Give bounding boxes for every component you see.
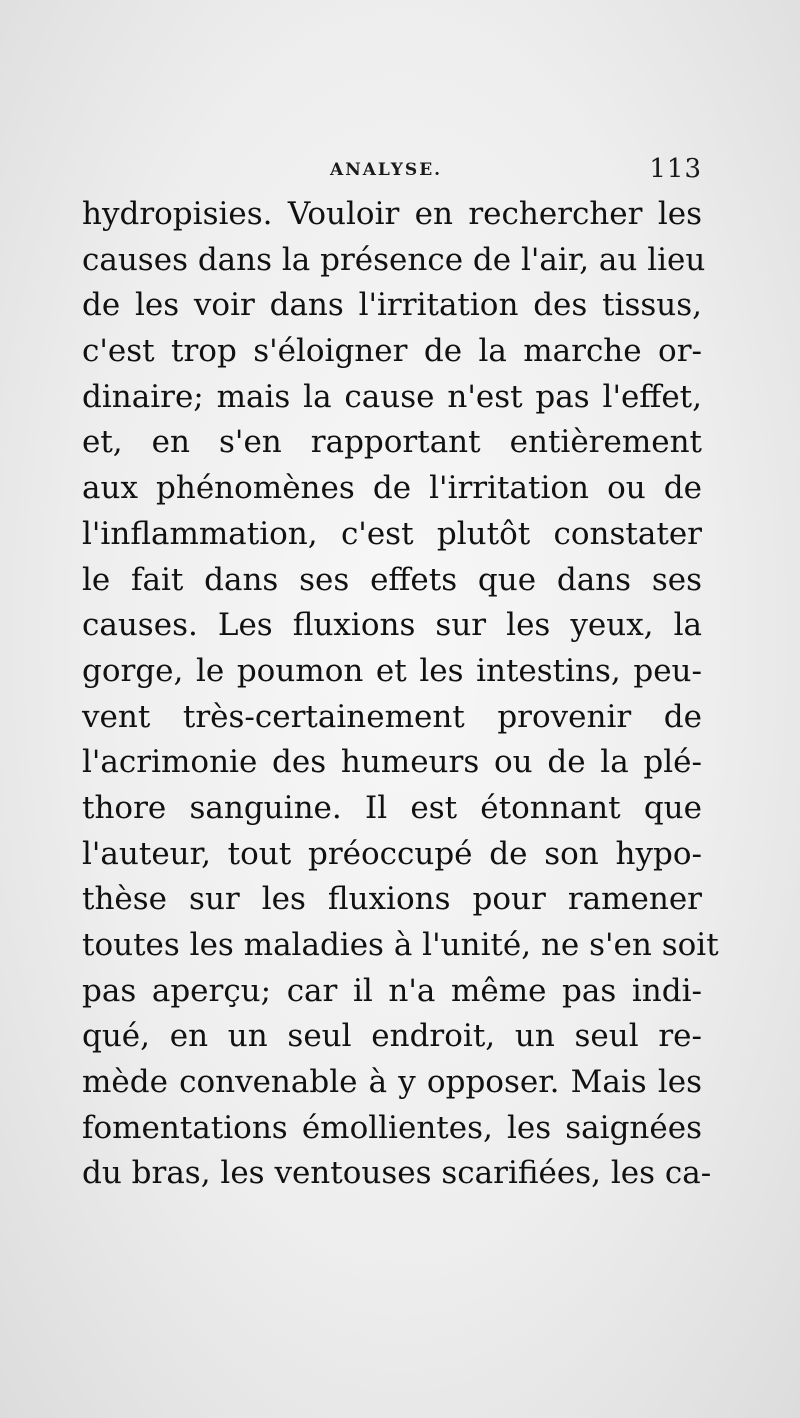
text-line: l'auteur, tout préoccupé de son hypo- xyxy=(82,835,702,872)
text-line: le fait dans ses effets que dans ses xyxy=(82,561,702,598)
text-line: toutes les maladies à l'unité, ne s'en soit xyxy=(82,927,719,963)
text-line: mède convenable à y opposer. Mais les xyxy=(82,1064,702,1101)
running-head: ANALYSE. xyxy=(330,160,443,180)
text-line: fomentations émollientes, les saignées xyxy=(82,1109,702,1146)
text-line: aux phénomènes de l'irritation ou de xyxy=(82,470,702,507)
page-header xyxy=(82,154,702,190)
text-line: c'est trop s'éloigner de la marche or- xyxy=(82,333,702,370)
text-line: vent très-certainement provenir de xyxy=(82,698,702,735)
text-line: du bras, les ventouses scarifiées, les ca- xyxy=(82,1155,712,1192)
text-line: hydropisies. Vouloir en rechercher les xyxy=(82,196,702,232)
text-line: causes. Les fluxions sur les yeux, la xyxy=(82,607,702,644)
text-line: l'acrimonie des humeurs ou de la plé- xyxy=(82,744,702,781)
text-line: thore sanguine. Il est étonnant que xyxy=(82,789,702,826)
page-number: 113 xyxy=(649,154,702,184)
text-line: dinaire; mais la cause n'est pas l'effet, xyxy=(82,378,702,415)
text-line: l'inflammation, c'est plutôt constater xyxy=(82,515,702,552)
text-line: de les voir dans l'irritation des tissus, xyxy=(82,287,702,324)
body-text xyxy=(82,192,719,1197)
text-line: et, en s'en rapportant entièrement xyxy=(82,424,702,461)
text-line: thèse sur les fluxions pour ramener xyxy=(82,881,702,918)
text-line: qué, en un seul endroit, un seul re- xyxy=(82,1018,702,1055)
text-line: pas aperçu; car il n'a même pas indi- xyxy=(82,972,702,1009)
text-line: gorge, le poumon et les intestins, peu- xyxy=(82,652,702,689)
text-line: causes dans la présence de l'air, au lieu xyxy=(82,241,706,278)
